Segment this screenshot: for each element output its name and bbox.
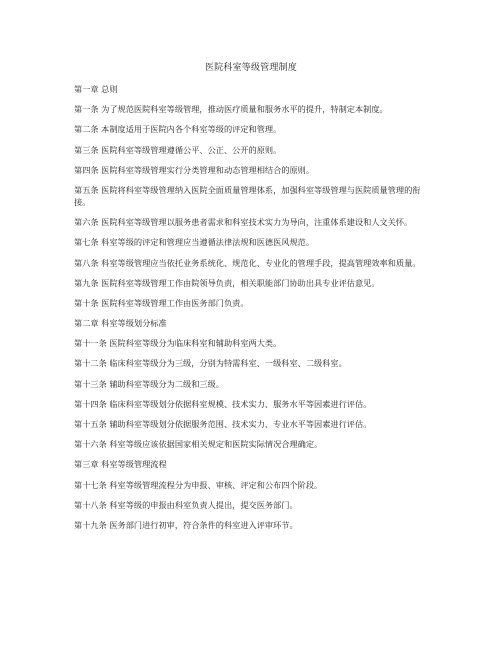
article-paragraph: 第十一条 医院科室等级分为临床科室和辅助科室两大类。 bbox=[74, 338, 282, 349]
article-paragraph: 第十七条 科室等级管理流程分为申报、审核、评定和公布四个阶段。 bbox=[74, 479, 323, 490]
article-paragraph: 第二条 本制度适用于医院内各个科室等级的评定和管理。 bbox=[74, 124, 282, 135]
article-paragraph: 第三条 医院科室等级管理遵循公平、公正、公开的原则。 bbox=[74, 144, 282, 155]
chapter-heading: 第一章 总则 bbox=[74, 84, 118, 94]
article-paragraph: 第七条 科室等级的评定和管理应当遵循法律法规和医德医风规范。 bbox=[74, 237, 315, 248]
article-paragraph: 第九条 医院科室等级管理工作由院领导负责，相关职能部门协助出具专业评估意见。 bbox=[74, 277, 380, 288]
article-paragraph: 第八条 科室等级管理应当依托业务系统化、规范化、专业化的管理手段，提高管理效率和质量。 bbox=[74, 257, 421, 268]
article-paragraph: 第十四条 临床科室等级划分依据科室规模、技术实力、服务水平等因素进行评估。 bbox=[74, 398, 372, 409]
document-title: 医院科室等级管理制度 bbox=[204, 63, 297, 73]
article-paragraph: 第十六条 科室等级应该依据国家相关规定和医院实际情况合理确定。 bbox=[74, 439, 323, 450]
article-paragraph: 第十条 医院科室等级管理工作由医务部门负责。 bbox=[74, 297, 249, 308]
article-paragraph: 第十八条 科室等级的申报由科室负责人提出，提交医务部门。 bbox=[74, 499, 298, 510]
article-paragraph: 第十二条 临床科室等级分为三级，分别为特需科室、一级科室、二级科室。 bbox=[74, 358, 347, 369]
chapter-heading: 第二章 科室等级划分标准 bbox=[74, 318, 167, 329]
article-paragraph: 第十五条 辅助科室等级划分依据服务范围、技术实力、专业水平等因素进行评估。 bbox=[74, 419, 372, 429]
chapter-heading: 第三章 科室等级管理流程 bbox=[74, 459, 167, 470]
article-paragraph: 第十九条 医务部门进行初审，符合条件的科室进入评审环节。 bbox=[74, 519, 298, 530]
article-paragraph: 第五条 医院将科室等级管理纳入医院全面质量管理体系，加强科室等级管理与医院质量管理的衔接。 bbox=[74, 184, 421, 207]
article-paragraph: 第一条 为了规范医院科室等级管理，推动医疗质量和服务水平的提升，特制定本制度。 bbox=[74, 104, 388, 115]
article-paragraph: 第十三条 辅助科室等级分为二级和三级。 bbox=[74, 378, 224, 389]
article-paragraph: 第四条 医院科室等级管理实行分类管理和动态管理相结合的原则。 bbox=[74, 164, 315, 175]
document-body bbox=[74, 83, 434, 539]
article-paragraph: 第六条 医院科室等级管理以服务患者需求和科室技术实力为导向，注重体系建设和人文关怀。 bbox=[74, 217, 413, 228]
